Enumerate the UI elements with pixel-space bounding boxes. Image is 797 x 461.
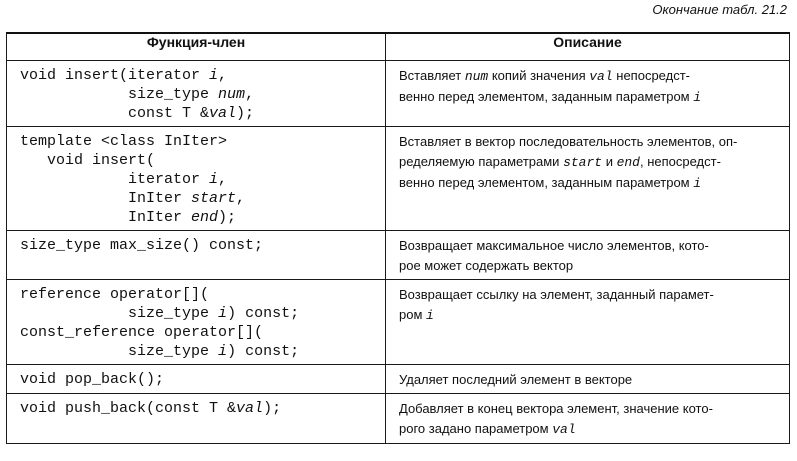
desc-text: рое может содержать вектор: [399, 258, 574, 273]
code-text: , InIter: [128, 171, 228, 207]
parameter-ref: start: [563, 155, 603, 170]
desc-text: Вставляет в вектор последовательность элементов, оп-: [399, 134, 738, 149]
header-function: Функция-член: [7, 33, 386, 61]
description-cell: [386, 365, 790, 394]
table-body: [7, 61, 790, 444]
function-cell: [7, 365, 386, 394]
desc-text: Возвращает максимальное число элементов, кото-: [399, 238, 709, 253]
function-signature: [8, 281, 384, 363]
code-text: , const T &: [128, 86, 255, 122]
description-text: [387, 366, 788, 392]
table-row: [7, 127, 790, 231]
description-cell: [386, 61, 790, 127]
parameter-name: i: [218, 305, 228, 322]
function-cell: [7, 127, 386, 231]
parameter-name: num: [218, 86, 246, 103]
function-cell: [7, 280, 386, 365]
parameter-ref: end: [616, 155, 640, 170]
desc-text: венно перед элементом, заданным параметром: [399, 175, 694, 190]
code-text: , InIter: [128, 190, 246, 226]
table-row: [7, 280, 790, 365]
table-caption: Окончание табл. 21.2: [652, 2, 787, 17]
desc-text: и: [602, 154, 617, 169]
parameter-name: val: [236, 400, 264, 417]
code-text: void pop_back();: [20, 371, 165, 388]
table-row: [7, 365, 790, 394]
parameter-ref: num: [464, 69, 489, 84]
header-description: Описание: [386, 33, 790, 61]
desc-text: Возвращает ссылку на элемент, заданный парамет-: [399, 287, 714, 302]
desc-text: копий значения: [488, 68, 590, 83]
desc-text: Вставляет: [399, 68, 465, 83]
code-text: ) const; const_reference operator[]( size_type: [20, 305, 300, 360]
function-signature: [8, 395, 384, 420]
desc-text: ределяемую параметрами: [399, 154, 564, 169]
desc-text: непосредст-: [612, 68, 690, 83]
parameter-name: i: [209, 67, 219, 84]
code-text: );: [236, 105, 255, 122]
parameter-ref: i: [693, 90, 702, 105]
description-text: [387, 232, 788, 278]
parameter-name: start: [191, 190, 237, 207]
desc-text: Удаляет последний элемент в векторе: [399, 372, 633, 387]
function-signature: [8, 62, 384, 125]
function-signature: [8, 232, 384, 257]
function-cell: [7, 231, 386, 280]
code-text: size_type max_size() const;: [20, 237, 264, 254]
code-text: , size_type: [128, 67, 228, 103]
desc-text: рого задано параметром: [399, 421, 553, 436]
table-row: [7, 394, 790, 444]
table-row: [7, 61, 790, 127]
parameter-ref: i: [693, 176, 702, 191]
description-cell: [386, 280, 790, 365]
description-cell: [386, 394, 790, 444]
description-text: [387, 128, 788, 196]
function-signature: [8, 128, 384, 229]
desc-text: венно перед элементом, заданным параметром: [399, 89, 694, 104]
desc-text: ром: [399, 307, 427, 322]
parameter-ref: i: [426, 308, 434, 323]
parameter-ref: val: [589, 69, 613, 84]
description-text: [387, 395, 788, 442]
parameter-name: i: [209, 171, 219, 188]
code-text: );: [218, 209, 237, 226]
code-text: void insert(iterator: [20, 67, 210, 84]
description-cell: [386, 231, 790, 280]
code-text: void push_back(const T &: [20, 400, 237, 417]
function-cell: [7, 394, 386, 444]
parameter-name: end: [191, 209, 219, 226]
function-cell: [7, 61, 386, 127]
code-text: );: [263, 400, 282, 417]
desc-text: , непосредст-: [639, 154, 721, 169]
code-text: reference operator[]( size_type: [20, 286, 210, 322]
function-signature: [8, 366, 384, 391]
code-text: ) const;: [227, 343, 300, 360]
parameter-name: i: [218, 343, 228, 360]
code-text: template <class InIter> void insert( iterator: [20, 133, 228, 188]
member-functions-table: [6, 32, 790, 444]
table-header-row: [7, 33, 790, 61]
desc-text: Добавляет в конец вектора элемент, значение кото-: [399, 401, 713, 416]
table-row: [7, 231, 790, 280]
parameter-ref: val: [552, 422, 576, 437]
description-text: [387, 62, 788, 110]
parameter-name: val: [209, 105, 237, 122]
description-text: [387, 281, 788, 328]
description-cell: [386, 127, 790, 231]
